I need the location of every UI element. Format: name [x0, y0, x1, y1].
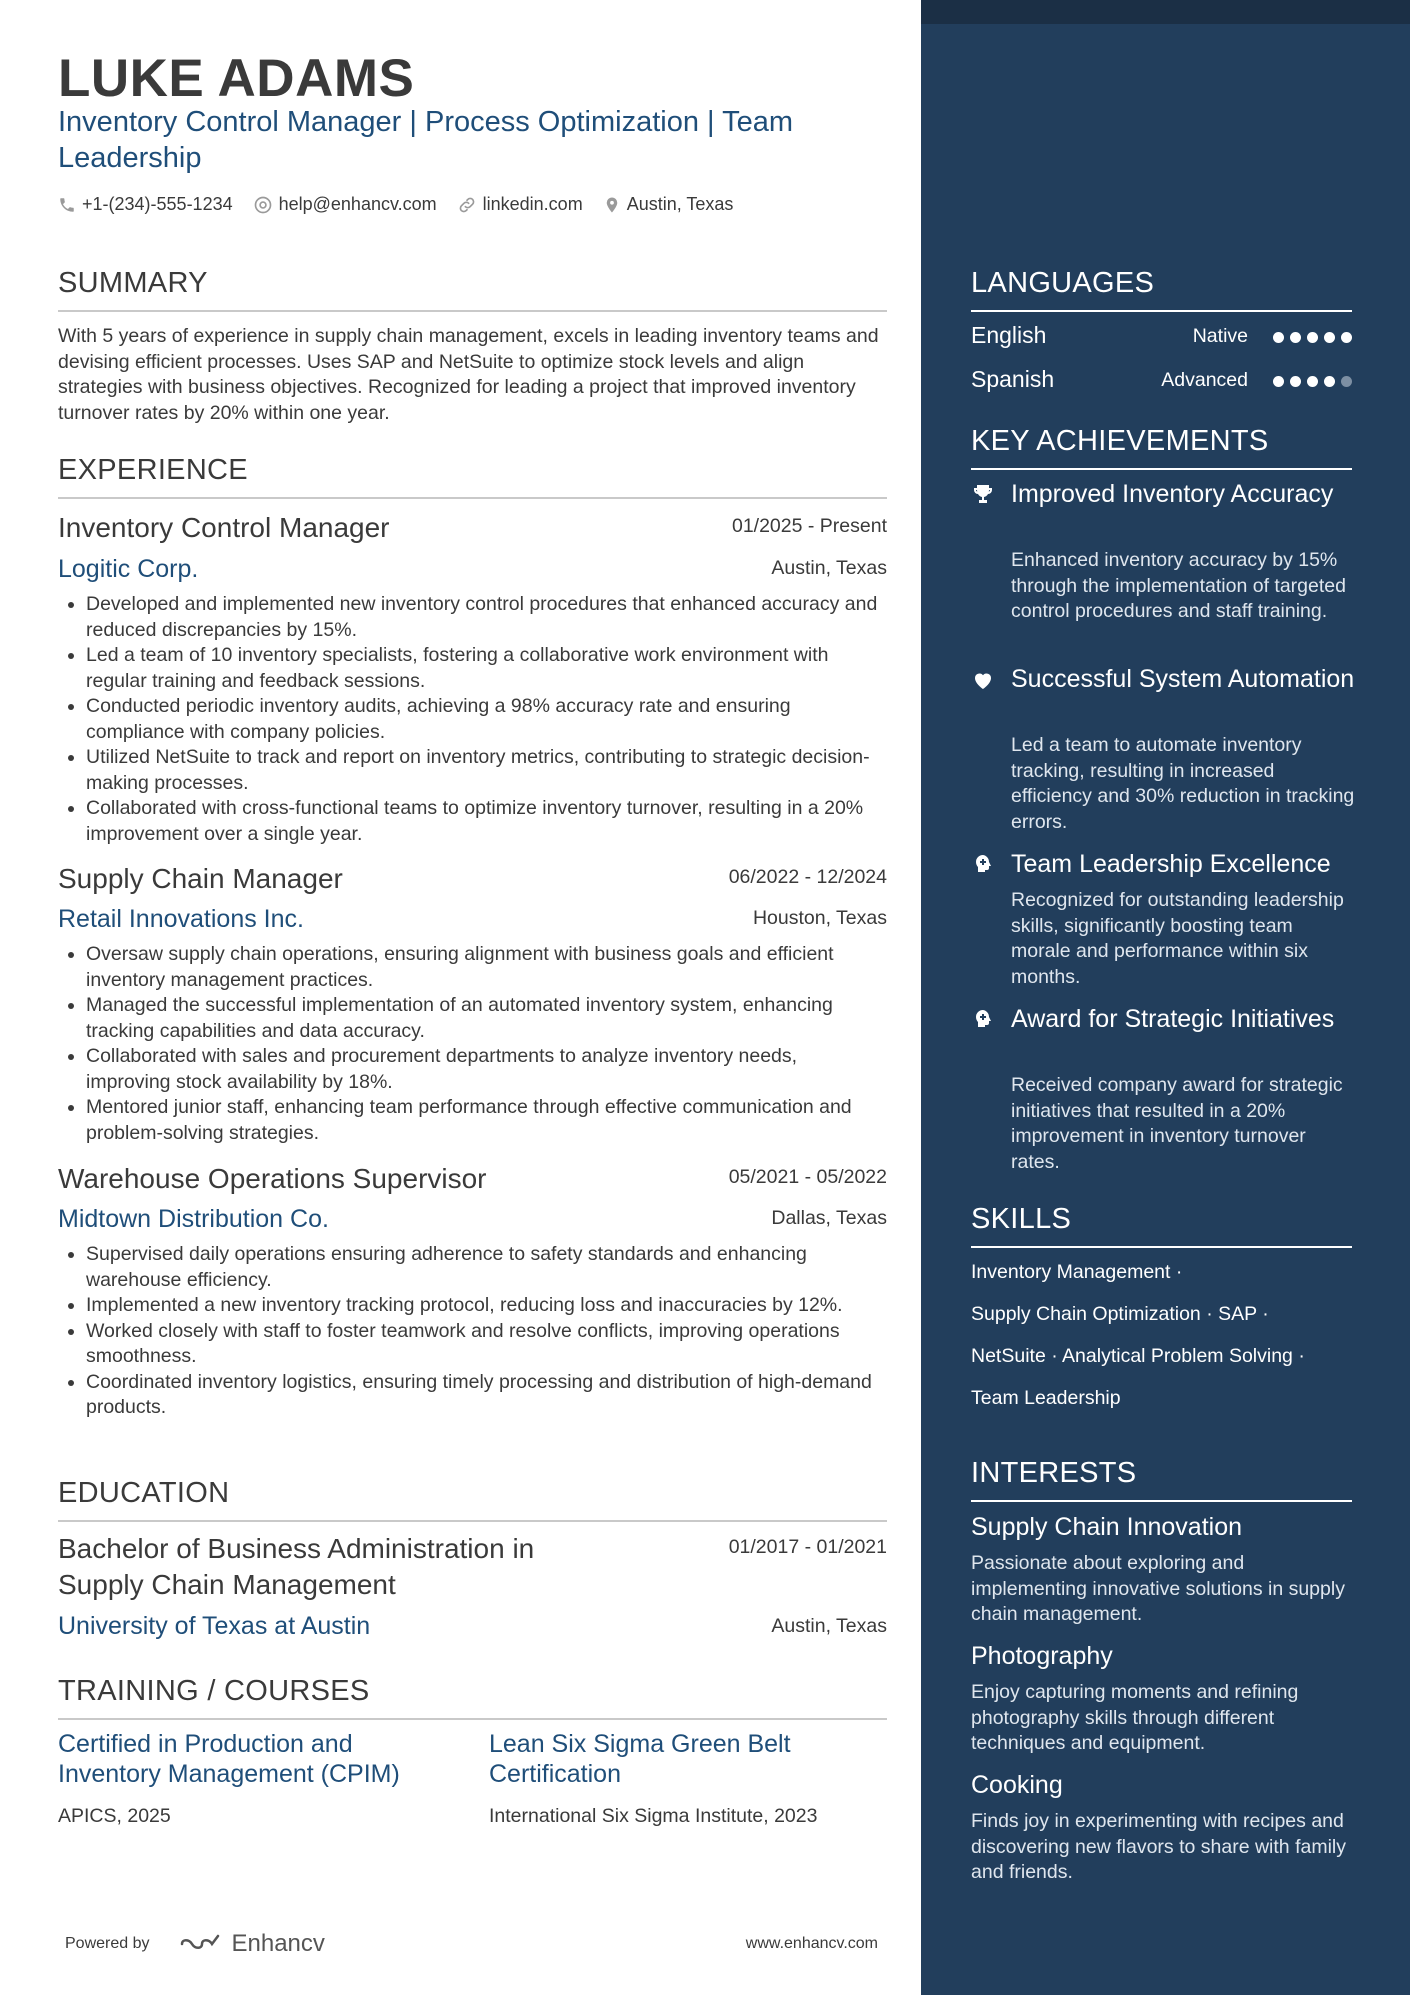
job-dates: 01/2025 - Present: [731, 515, 887, 537]
school-name: University of Texas at Austin: [58, 1612, 371, 1640]
skills-line: NetSuite · Analytical Problem Solving ·: [971, 1345, 1305, 1367]
list-item: Worked closely with staff to foster teamwork and resolve conflicts, improving operations smoothness.: [58, 1319, 887, 1370]
job-title: Inventory Control Manager: [58, 512, 390, 543]
course-org: APICS, 2025: [58, 1805, 171, 1827]
brand-name: Enhancv: [231, 1930, 325, 1957]
list-item: Coordinated inventory logistics, ensuring timely processing and distribution of high-demand products.: [58, 1370, 887, 1421]
linkedin-text: linkedin.com: [482, 194, 583, 214]
company-name: Logitic Corp.: [58, 555, 199, 583]
degree-line-1: Bachelor of Business Administration in: [58, 1533, 535, 1564]
school-location: Austin, Texas: [771, 1615, 887, 1637]
interest-title: Cooking: [971, 1771, 1063, 1799]
rating-dot: [1273, 332, 1284, 343]
job-bullets: [58, 942, 887, 1146]
language-level: Native: [1192, 325, 1248, 347]
list-item: Implemented a new inventory tracking protocol, reducing loss and inaccuracies by 12%.: [58, 1293, 887, 1319]
link-icon: [457, 195, 477, 215]
rating-dot: [1290, 376, 1301, 387]
interest-desc: Enjoy capturing moments and refining photography skills through different techniques and equipment.: [971, 1681, 1299, 1754]
location-text: Austin, Texas: [626, 194, 734, 214]
contact-email[interactable]: [253, 194, 437, 215]
phone-icon: [58, 196, 76, 214]
skills-line: Team Leadership: [971, 1387, 1121, 1409]
experience-heading: EXPERIENCE: [58, 454, 887, 499]
summary-text: With 5 years of experience in supply chain management, excels in leading inventory teams and devising efficient processes. Uses SAP and NetSuite to optimize stock levels and align strategies with business objectives. Recognized for leading a project that improved inventory turnover rates by 20% within one year.: [58, 325, 879, 424]
job-title: Warehouse Operations Supervisor: [58, 1163, 487, 1194]
list-item: Oversaw supply chain operations, ensuring alignment with business goals and efficient inventory management practices.: [58, 942, 887, 993]
training-heading: TRAINING / COURSES: [58, 1675, 887, 1720]
languages-heading: LANGUAGES: [971, 267, 1352, 312]
company-name: Retail Innovations Inc.: [58, 905, 304, 933]
footer-powered: [65, 1930, 325, 1958]
powered-by-label: Powered by: [65, 1935, 150, 1952]
enhancv-logo-icon: [178, 1932, 226, 1956]
summary-heading: SUMMARY: [58, 267, 887, 312]
rating-dot: [1290, 332, 1301, 343]
rating-dot: [1324, 332, 1335, 343]
achievement-title: Award for Strategic Initiatives: [1011, 1005, 1335, 1033]
language-name: English: [971, 322, 1047, 348]
interests-heading: INTERESTS: [971, 1457, 1352, 1502]
language-rating: [1267, 332, 1352, 343]
location-pin-icon: [603, 195, 621, 215]
education-dates: 01/2017 - 01/2021: [728, 1536, 887, 1558]
course-org: International Six Sigma Institute, 2023: [489, 1805, 818, 1827]
interest-title: Photography: [971, 1642, 1113, 1670]
education-heading: EDUCATION: [58, 1477, 887, 1522]
sidebar-top-strip: [921, 0, 1410, 24]
job-location: Houston, Texas: [752, 907, 887, 929]
achievement-desc: Led a team to automate inventory tracking, resulting in increased efficiency and 30% reduction in tracking errors.: [1011, 734, 1355, 833]
list-item: Managed the successful implementation of an automated inventory system, enhancing tracking capabilities and data accuracy.: [58, 993, 887, 1044]
brain-icon: [971, 852, 995, 876]
phone-text: +1-(234)-555-1234: [82, 194, 233, 214]
job-dates: 05/2021 - 05/2022: [728, 1166, 887, 1188]
rating-dot: [1324, 376, 1335, 387]
list-item: Conducted periodic inventory audits, achieving a 98% accuracy rate and ensuring compliance with company policies.: [58, 694, 887, 745]
rating-dot: [1307, 332, 1318, 343]
language-row: [971, 322, 1352, 352]
course-name: Certified in Production and Inventory Management (CPIM): [58, 1730, 400, 1788]
list-item: Led a team of 10 inventory specialists, fostering a collaborative work environment with regular training and feedback sessions.: [58, 643, 887, 694]
language-level: Advanced: [1161, 369, 1248, 391]
interest-title: Supply Chain Innovation: [971, 1513, 1243, 1541]
achievements-heading: KEY ACHIEVEMENTS: [971, 425, 1352, 470]
contact-location: [603, 194, 734, 215]
list-item: Mentored junior staff, enhancing team performance through effective communication and problem-solving strategies.: [58, 1095, 887, 1146]
interest-desc: Finds joy in experimenting with recipes and discovering new flavors to share with family and friends.: [971, 1810, 1346, 1883]
skills-line: Supply Chain Optimization · SAP ·: [971, 1303, 1269, 1325]
achievement-desc: Recognized for outstanding leadership skills, significantly boosting team morale and performance within six months.: [1011, 889, 1344, 988]
at-icon: [253, 195, 273, 215]
job-bullets: [58, 592, 887, 847]
achievement-title: Improved Inventory Accuracy: [1011, 480, 1334, 508]
interest-desc: Passionate about exploring and implementing innovative solutions in supply chain management.: [971, 1552, 1345, 1625]
candidate-name: LUKE ADAMS: [58, 49, 415, 108]
achievement-desc: Enhanced inventory accuracy by 15% through the implementation of targeted control procedures and staff training.: [1011, 549, 1346, 622]
email-text: help@enhancv.com: [278, 194, 437, 214]
contact-linkedin[interactable]: [457, 194, 583, 215]
achievement-title: Team Leadership Excellence: [1011, 850, 1331, 878]
job-dates: 06/2022 - 12/2024: [728, 866, 887, 888]
list-item: Supervised daily operations ensuring adherence to safety standards and enhancing warehouse efficiency.: [58, 1242, 887, 1293]
brand-logo[interactable]: [178, 1930, 325, 1958]
language-rating: [1267, 376, 1352, 387]
degree-line-2: Supply Chain Management: [58, 1569, 396, 1600]
job-location: Austin, Texas: [771, 557, 887, 579]
heart-icon: [971, 668, 995, 692]
rating-dot: [1341, 376, 1352, 387]
brain-icon: [971, 1007, 995, 1031]
rating-dot: [1341, 332, 1352, 343]
skills-line: Inventory Management ·: [971, 1261, 1183, 1283]
list-item: Collaborated with cross-functional teams to optimize inventory turnover, resulting in a 20% improvement over a single year.: [58, 796, 887, 847]
rating-dot: [1307, 376, 1318, 387]
language-name: Spanish: [971, 366, 1055, 392]
trophy-icon: [971, 482, 995, 506]
sidebar: [921, 0, 1410, 1995]
contact-phone[interactable]: [58, 194, 233, 215]
contact-bar: [58, 194, 753, 215]
headline: Inventory Control Manager | Process Optimization | Team Leadership: [58, 106, 794, 174]
list-item: Developed and implemented new inventory control procedures that enhanced accuracy and reduced discrepancies by 15%.: [58, 592, 887, 643]
rating-dot: [1273, 376, 1284, 387]
company-name: Midtown Distribution Co.: [58, 1205, 329, 1233]
job-title: Supply Chain Manager: [58, 863, 343, 894]
list-item: Utilized NetSuite to track and report on inventory metrics, contributing to strategic decision-making processes.: [58, 745, 887, 796]
footer-website[interactable]: www.enhancv.com: [745, 1935, 878, 1952]
course-name: Lean Six Sigma Green Belt Certification: [489, 1730, 791, 1788]
job-location: Dallas, Texas: [771, 1207, 887, 1229]
achievement-title: Successful System Automation: [1011, 665, 1355, 693]
list-item: Collaborated with sales and procurement departments to analyze inventory needs, improving stock availability by 18%.: [58, 1044, 887, 1095]
skills-heading: SKILLS: [971, 1203, 1352, 1248]
job-bullets: [58, 1242, 887, 1421]
achievement-desc: Received company award for strategic initiatives that resulted in a 20% improvement in inventory turnover rates.: [1011, 1074, 1343, 1173]
language-row: [971, 366, 1352, 396]
